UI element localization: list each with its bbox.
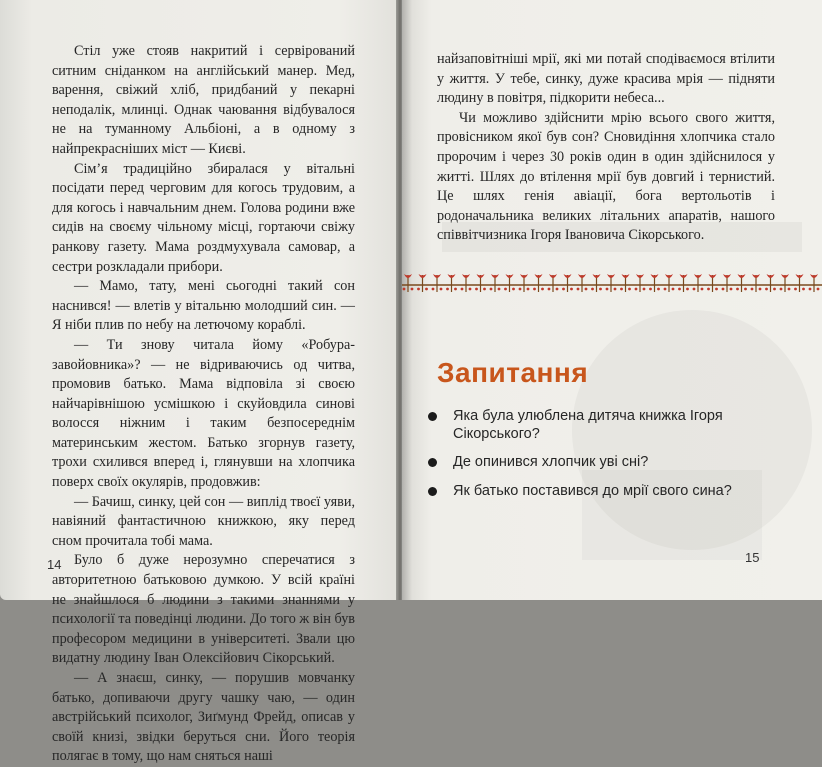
ornament-motif [519,274,530,292]
ornament-motif [577,274,588,292]
paragraph: Було б дуже нерозумно сперечатися з авторитетною батьковою думкою. У всій країні не знайшлося б людини з такими знаннями у психології та поведінці людини. До того ж він був професором медицини в університеті. Звали цю видатну людину Іван Олексійович Сікорський. [52,552,356,667]
bullet-icon [428,412,437,421]
ornament-motif [432,274,443,292]
questions-list [426,408,786,511]
bullet-icon [428,487,437,496]
folk-ornament-border [402,268,822,294]
bullet-icon [428,458,437,467]
question-text: Яка була улюблена дитяча книжка Ігоря Сікорського? [453,408,723,442]
ornament-motif [548,274,559,292]
ornament-motif [403,274,414,292]
ornament-motif [693,274,704,292]
ornament-motif [809,274,820,292]
left-page-text [52,42,355,767]
paragraph: Чи можливо здійснити мрію всього свого життя, провісником якої був сон? Сновидіння хлопчика стало пророчим і через 30 років один в один здійснилося у житті. Шлях до втілення мрії був довгий і тернистий. Це шлях генія авіації, бога вертольотів і родоначальника великих літальних апаратів, нашого співвітчизника Ігоря Івановича Сікорського. [437,109,775,244]
ornament-motif [461,274,472,292]
page-number: 15 [745,550,760,565]
ornament-motif [446,274,457,292]
paragraph: найзаповітніші мрії, які ми потай сподіваємося втілити у життя. У тебе, синку, дуже красива мрія — підняти людину в повітря, підкорити небеса... [437,51,775,107]
ornament-motif [751,274,762,292]
ornament-motif [562,274,573,292]
ornament-motif [678,274,689,292]
ornament-motif [533,274,544,292]
list-item [426,483,786,501]
questions-title: Запитання [437,357,589,388]
paragraph: — А знаєш, синку, — порушив мовчанку батько, допиваючи другу чашку чаю, — один австрійський психолог, Зиґмунд Фрейд, описав у своїй книзі, звідки беруться сни. Його теорія полягає в тому, що нам сняться наші [52,670,355,765]
paragraph: Сім’я традиційно збиралася у вітальні посідати перед черговим для когось трудовим, а для когось і навчальним днем. Голова родини вже сидів на своєму чільному місці, гортаючи свіжу ранкову газету. Мама роздмухувала самовар, а сестри розкладали прибори. [52,160,355,275]
right-page-text [437,50,775,246]
ornament-motif [606,274,617,292]
question-text: Як батько поставився до мрії свого сина? [453,482,732,499]
ornament-motif [707,274,718,292]
ornament-motif [620,274,631,292]
ornament-motif [664,274,675,292]
ornament-motif [765,274,776,292]
right-page [402,0,822,600]
ornament-motif [417,274,428,292]
list-item [426,408,786,443]
ornament-motif [504,274,515,292]
ornament-motif [794,274,805,292]
question-text: Де опинився хлопчик уві сні? [453,454,649,470]
ornament-motif [649,274,660,292]
ornament-motif [722,274,733,292]
paragraph: Стіл уже стояв накритий і сервірований ситним сніданком на англійський манер. Мед, варення, свіжий хліб, придбаний у пекарні неподалік, млинці. Однак чаювання відбувалося не на туманному Альбіоні, а в одному з найпрекрасніших міст — Києві. [52,43,355,157]
paragraph: — Бачиш, синку, цей сон — виплід твоєї уяви, навіяний фантастичною книжкою, яку перед сном прочитала тобі мама. [52,493,355,549]
ornament-motif [780,274,791,292]
list-item [426,454,786,472]
page-number: 14 [47,557,62,572]
paragraph: — Ти знову читала йому «Робура-завойовника»? — не відриваючись од читва, промовив батько. Мама відповіла зі своєю найчарівнішою усмішкою і скуйовдила синові волосся ніжним і таким безпосереднім материнським жестом. Батько згорнув газету, трохи схилився вперед і, глянувши на хлопчика поверх своїх окулярів, продовжив: [52,336,355,491]
ornament-motif [475,274,486,292]
ornament-motif [736,274,747,292]
ornament-motif [591,274,602,292]
left-page [0,0,398,765]
paragraph: — Мамо, тату, мені сьогодні такий сон наснився! — влетів у вітальню молодший син. — Я ніби плив по небу на летючому кораблі. [52,278,355,334]
ornament-motif [490,274,501,292]
ornament-motif [635,274,646,292]
